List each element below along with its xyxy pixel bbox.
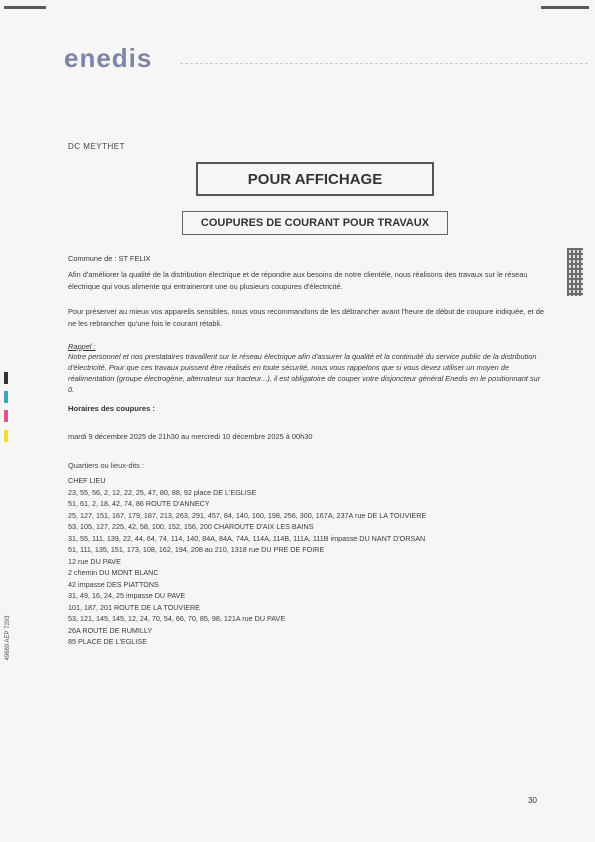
rappel-label: Rappel : [68,342,96,351]
margin-code-text: 49689 AEP 7293 [5,615,11,661]
schedule-line: mardi 9 décembre 2025 de 21h30 au mercredi 10 décembre 2025 à 00h30 [68,432,313,441]
rappel-paragraph: Notre personnel et nos prestataires travaillent sur le réseau électrique afin d'assurer la qualité et la continuité du service public de la distribution d'électricité. Pour que ces travaux puissent être réalisés en toute sécurité, nous vous rappelons que si vous devez utiliser un moyen de réalimentation (groupe électrogène, alternateur sur tracteur...), il est obligatoire de couper votre disjoncteur général Enedis en le positionnant sur 0. [68,352,541,394]
title-box [196,162,434,196]
list-item: 31, 49, 16, 24, 25 impasse DU PAVE [68,591,186,600]
header-rule [180,63,588,64]
list-item: 2 chemin DU MONT BLANC [68,568,159,577]
subtitle-box [182,211,448,235]
list-item: 85 PLACE DE L'EGLISE [68,637,147,646]
intro-paragraph: Afin d'améliorer la qualité de la distribution électrique et de répondre aux besoins de notre clientèle, nous réalisons des travaux sur le réseau électrique qui vous alimente qui entraineront une ou plusieurs coupures d'électricité. [68,270,528,291]
list-item: 25, 127, 151, 167, 179, 187, 213, 263, 291, 457, 84, 140, 160, 198, 256, 300, 167A, 237A rue DE LA TOUVIERE [68,510,427,520]
list-item: 51, 111, 135, 151, 173, 108, 162, 194, 208 au 210, 1318 rue DU PRE DE FOIRE [68,545,325,554]
list-item: 53, 121, 145, 145, 12, 24, 70, 54, 66, 70, 85, 98, 121A rue DU PAVE [68,614,286,623]
list-item: 51, 61, 2, 18, 42, 74, 86 ROUTE D'ANNECY [68,499,210,508]
scan-edge-mark-left [4,6,46,9]
list-item: 101, 187, 201 ROUTE DE LA TOUVIERE [68,602,200,612]
advice-paragraph: Pour préserver au mieux vos appareils sensibles, nous vous recommandons de les débrancher avant l'heure de début de coupure indiquée, et de ne les rebrancher qu'une fois le courant rétabli. [68,307,544,328]
margin-code [2,585,12,695]
list-item: 23, 55, 56, 2, 12, 22, 25, 47, 80, 88, 92 place DE L'EGLISE [68,487,257,497]
list-item: 26A ROUTE DE RUMILLY [68,625,153,635]
enedis-logo: enedis [64,43,153,73]
color-swatch-yellow [4,430,8,442]
list-item: 12 rue DU PAVE [68,556,121,566]
list-item: CHEF LIEU [68,476,106,485]
list-item: 31, 55, 111, 139, 22, 44, 64, 74, 114, 140, 84A, 84A, 74A, 114A, 114B, 111A, 111B impasse DU NANT D'ORSAN [68,533,426,543]
page-subtitle: COUPURES DE COURANT POUR TRAVAUX [200,217,430,229]
street-list [68,475,568,648]
commune-line: Commune de : ST FELIX [68,254,151,263]
list-item: 42 impasse DES PIATTONS [68,579,159,589]
quartiers-label: Quartiers ou lieux-dits : [68,461,144,470]
color-swatch-magenta [4,410,8,422]
sender-label: DC MEYTHET [68,142,125,151]
color-swatch-cyan [4,391,8,403]
list-item: 53, 105, 127, 225, 42, 58, 100, 152, 156, 200 CHAROUTE D'AIX LES BAINS [68,522,314,531]
horaires-label: Horaires des coupures : [68,404,155,413]
color-swatch-black [4,372,8,384]
scan-edge-mark-right [541,6,589,9]
page-number: 30 [528,796,537,805]
page-title: POUR AFFICHAGE [247,170,383,188]
qr-code-icon [567,248,583,296]
